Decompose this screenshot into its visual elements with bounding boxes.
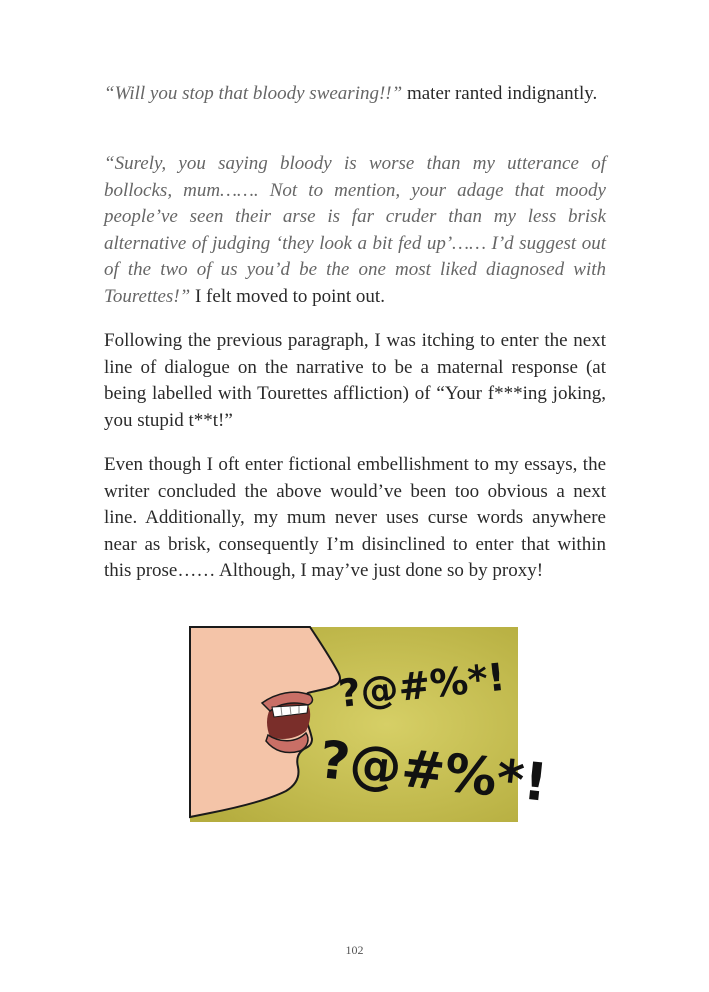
dialogue-quote: “Will you stop that bloody swearing!!” bbox=[104, 83, 403, 104]
page-number: 102 bbox=[345, 943, 364, 957]
paragraph-2 bbox=[104, 151, 606, 310]
paragraph-3: Following the previous paragraph, I was itching to enter the next line of dialogue on the narrative to be a maternal response (at being labelled with Tourettes affliction) of “Your f***ing joking, you stupid t**t!” bbox=[104, 330, 606, 431]
swear-symbols-large: ?@#%*! bbox=[316, 730, 551, 814]
swearing-mouth-image bbox=[190, 627, 551, 822]
swearing-illustration bbox=[190, 627, 551, 822]
narration-text: mater ranted indignantly. bbox=[402, 83, 598, 104]
dialogue-quote: “Surely, you saying bloody is worse than my utterance of bollocks, mum……. Not to mention, your adage that moody people’ve seen their arse is far cruder than my less brisk alternative of judging ‘they look a bit fed up’…… I’d suggest out of the two of us you’d be the one most liked diagnosed with Tourettes!” bbox=[104, 153, 606, 307]
paragraph-4: Even though I oft enter fictional embellishment to my essays, the writer concluded the above would’ve been too obvious a next line. Additionally, my mum never uses curse words anywhere near as brisk, consequently I’m disinclined to enter that within this prose…… Although, I may’ve just done so by proxy! bbox=[104, 454, 606, 581]
narration-text: I felt moved to point out. bbox=[190, 285, 385, 307]
paragraph-1 bbox=[104, 81, 606, 108]
swear-symbols-small: ?@#%*! bbox=[336, 654, 508, 716]
